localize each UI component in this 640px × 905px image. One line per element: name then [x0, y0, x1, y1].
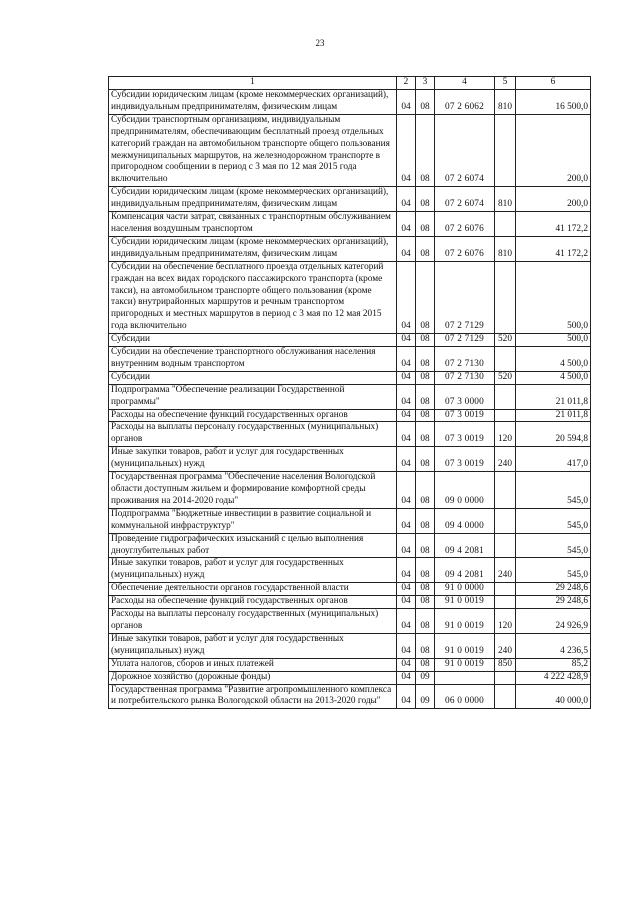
- row-target-article: 07 2 7130: [435, 347, 495, 372]
- table-row: [109, 90, 591, 115]
- row-amount: 21 011,8: [516, 384, 591, 409]
- row-expense-type: 240: [495, 558, 516, 583]
- row-amount: 20 594,8: [516, 422, 591, 447]
- row-expense-type: [495, 533, 516, 558]
- table-row: [109, 347, 591, 372]
- row-section: 04: [397, 334, 416, 347]
- header-col-2: 2: [397, 77, 416, 90]
- row-target-article: 09 0 0000: [435, 472, 495, 509]
- table-row: [109, 658, 591, 671]
- row-subsection: 08: [416, 533, 435, 558]
- row-amount: 545,0: [516, 533, 591, 558]
- table-row: [109, 633, 591, 658]
- row-section: 04: [397, 384, 416, 409]
- row-amount: 85,2: [516, 658, 591, 671]
- row-expense-type: 810: [495, 187, 516, 212]
- row-subsection: 08: [416, 114, 435, 186]
- row-section: 04: [397, 187, 416, 212]
- header-col-3: 3: [416, 77, 435, 90]
- row-section: 04: [397, 422, 416, 447]
- row-expense-type: [495, 684, 516, 709]
- row-name: Обеспечение деятельности органов государственной власти: [109, 583, 397, 596]
- row-name: Субсидии юридическим лицам (кроме некоммерческих организаций), индивидуальным предпринимателям, физическим лицам: [109, 236, 397, 261]
- row-subsection: 08: [416, 447, 435, 472]
- row-amount: 500,0: [516, 261, 591, 333]
- row-section: 04: [397, 658, 416, 671]
- table-row: [109, 212, 591, 237]
- row-name: Государственная программа "Развитие агропромышленного комплекса и потребительского рынка Вологодской области на 2013-2020 годы": [109, 684, 397, 709]
- row-expense-type: 850: [495, 658, 516, 671]
- row-section: 04: [397, 558, 416, 583]
- row-subsection: 08: [416, 609, 435, 634]
- row-section: 04: [397, 633, 416, 658]
- row-amount: 200,0: [516, 187, 591, 212]
- row-name: Проведение гидрографических изысканий с целью выполнения дноуглубительных работ: [109, 533, 397, 558]
- row-name: Дорожное хозяйство (дорожные фонды): [109, 671, 397, 684]
- table-row: [109, 409, 591, 422]
- row-section: 04: [397, 212, 416, 237]
- row-subsection: 08: [416, 236, 435, 261]
- row-amount: 41 172,2: [516, 212, 591, 237]
- row-amount: 4 236,5: [516, 633, 591, 658]
- row-name: Субсидии на обеспечение транспортного обслуживания населения внутренним водным транспортом: [109, 347, 397, 372]
- row-name: Подпрограмма "Бюджетные инвестиции в развитие социальной и коммунальной инфраструктур": [109, 508, 397, 533]
- row-name: Субсидии: [109, 334, 397, 347]
- row-target-article: [435, 671, 495, 684]
- row-subsection: 08: [416, 334, 435, 347]
- table-row: [109, 422, 591, 447]
- row-target-article: 09 4 0000: [435, 508, 495, 533]
- row-subsection: 08: [416, 90, 435, 115]
- row-expense-type: [495, 596, 516, 609]
- row-section: 04: [397, 371, 416, 384]
- row-amount: 40 000,0: [516, 684, 591, 709]
- row-expense-type: 520: [495, 334, 516, 347]
- table-row: [109, 261, 591, 333]
- row-section: 04: [397, 596, 416, 609]
- row-name: Государственная программа "Обеспечение населения Вологодской области доступным жильем и формирование комфортной среды проживания на 2014-2020 годы": [109, 472, 397, 509]
- table-row: [109, 114, 591, 186]
- row-subsection: 08: [416, 371, 435, 384]
- row-amount: 417,0: [516, 447, 591, 472]
- row-amount: 545,0: [516, 472, 591, 509]
- row-subsection: 08: [416, 633, 435, 658]
- row-target-article: 91 0 0019: [435, 658, 495, 671]
- page-number: 23: [315, 38, 325, 48]
- row-section: 04: [397, 347, 416, 372]
- row-name: Расходы на выплаты персоналу государственных (муниципальных) органов: [109, 609, 397, 634]
- table-row: [109, 187, 591, 212]
- row-section: 04: [397, 671, 416, 684]
- table-row: [109, 334, 591, 347]
- row-subsection: 08: [416, 422, 435, 447]
- row-amount: 4 500,0: [516, 371, 591, 384]
- row-section: 04: [397, 533, 416, 558]
- table-row: [109, 371, 591, 384]
- table-row: [109, 508, 591, 533]
- table-row: [109, 533, 591, 558]
- row-target-article: 07 2 6076: [435, 236, 495, 261]
- row-section: 04: [397, 90, 416, 115]
- row-subsection: 08: [416, 558, 435, 583]
- row-target-article: 07 2 6074: [435, 114, 495, 186]
- row-section: 04: [397, 472, 416, 509]
- row-amount: 4 222 428,9: [516, 671, 591, 684]
- row-subsection: 08: [416, 658, 435, 671]
- row-expense-type: [495, 212, 516, 237]
- row-expense-type: [495, 508, 516, 533]
- table-row: [109, 684, 591, 709]
- row-name: Субсидии юридическим лицам (кроме некоммерческих организаций), индивидуальным предпринимателям, физическим лицам: [109, 90, 397, 115]
- row-name: Субсидии юридическим лицам (кроме некоммерческих организаций), индивидуальным предпринимателям, физическим лицам: [109, 187, 397, 212]
- row-expense-type: [495, 261, 516, 333]
- row-subsection: 08: [416, 384, 435, 409]
- row-subsection: 08: [416, 187, 435, 212]
- header-col-6: 6: [516, 77, 591, 90]
- table-row: [109, 236, 591, 261]
- row-subsection: 08: [416, 583, 435, 596]
- header-col-5: 5: [495, 77, 516, 90]
- row-target-article: 09 4 2081: [435, 533, 495, 558]
- row-expense-type: [495, 409, 516, 422]
- row-amount: 24 926,9: [516, 609, 591, 634]
- row-expense-type: 120: [495, 609, 516, 634]
- row-subsection: 08: [416, 472, 435, 509]
- table-row: [109, 472, 591, 509]
- row-section: 04: [397, 583, 416, 596]
- row-name: Иные закупки товаров, работ и услуг для государственных (муниципальных) нужд: [109, 633, 397, 658]
- table-row: [109, 596, 591, 609]
- row-target-article: 07 2 7129: [435, 334, 495, 347]
- row-amount: 545,0: [516, 508, 591, 533]
- row-expense-type: 520: [495, 371, 516, 384]
- header-col-4: 4: [435, 77, 495, 90]
- header-row: [109, 77, 591, 90]
- row-amount: 200,0: [516, 114, 591, 186]
- row-expense-type: 240: [495, 447, 516, 472]
- row-target-article: 09 4 2081: [435, 558, 495, 583]
- row-subsection: 08: [416, 347, 435, 372]
- row-subsection: 08: [416, 409, 435, 422]
- row-amount: 21 011,8: [516, 409, 591, 422]
- row-expense-type: 120: [495, 422, 516, 447]
- row-amount: 41 172,2: [516, 236, 591, 261]
- row-section: 04: [397, 114, 416, 186]
- row-target-article: 07 3 0019: [435, 409, 495, 422]
- row-expense-type: 240: [495, 633, 516, 658]
- row-name: Субсидии транспортным организациям, индивидуальным предпринимателям, обеспечивающим бесплатный проезд отдельных категорий граждан на автомобильном транспорте общего пользования межмуниципальных маршрутов, на железнодорожном транспорте в пригородном сообщении в период с 3 мая по 12 мая 2015 года включительно: [109, 114, 397, 186]
- row-name: Субсидии на обеспечение бесплатного проезда отдельных категорий граждан на всех видах городского пассажирского транспорта (кроме такси), на автомобильном транспорте общего пользования (кроме такси) внутрирайонных маршрутов и речным транспортом пригородных и местных маршрутов в период с 3 мая по 12 мая 2015 года включительно: [109, 261, 397, 333]
- row-expense-type: [495, 472, 516, 509]
- row-name: Расходы на обеспечение функций государственных органов: [109, 596, 397, 609]
- row-expense-type: [495, 583, 516, 596]
- row-name: Субсидии: [109, 371, 397, 384]
- row-amount: 29 248,6: [516, 583, 591, 596]
- row-subsection: 08: [416, 508, 435, 533]
- row-target-article: 06 0 0000: [435, 684, 495, 709]
- row-target-article: 91 0 0019: [435, 596, 495, 609]
- row-amount: 29 248,6: [516, 596, 591, 609]
- table-row: [109, 671, 591, 684]
- row-amount: 16 500,0: [516, 90, 591, 115]
- table-row: [109, 384, 591, 409]
- table-row: [109, 583, 591, 596]
- row-section: 04: [397, 409, 416, 422]
- table-row: [109, 609, 591, 634]
- row-name: Расходы на обеспечение функций государственных органов: [109, 409, 397, 422]
- row-target-article: 07 2 6076: [435, 212, 495, 237]
- row-target-article: 07 2 6074: [435, 187, 495, 212]
- row-target-article: 91 0 0000: [435, 583, 495, 596]
- row-target-article: 07 3 0019: [435, 422, 495, 447]
- row-subsection: 08: [416, 212, 435, 237]
- row-name: Подпрограмма "Обеспечение реализации Государственной программы": [109, 384, 397, 409]
- row-expense-type: [495, 671, 516, 684]
- row-subsection: 08: [416, 261, 435, 333]
- row-target-article: 07 3 0000: [435, 384, 495, 409]
- row-section: 04: [397, 447, 416, 472]
- row-expense-type: 810: [495, 236, 516, 261]
- row-expense-type: [495, 384, 516, 409]
- row-target-article: 91 0 0019: [435, 633, 495, 658]
- row-subsection: 09: [416, 671, 435, 684]
- row-expense-type: [495, 347, 516, 372]
- row-section: 04: [397, 684, 416, 709]
- table-row: [109, 447, 591, 472]
- row-target-article: 07 2 7129: [435, 261, 495, 333]
- table-row: [109, 558, 591, 583]
- row-section: 04: [397, 236, 416, 261]
- row-name: Иные закупки товаров, работ и услуг для государственных (муниципальных) нужд: [109, 447, 397, 472]
- row-amount: 500,0: [516, 334, 591, 347]
- row-target-article: 07 2 6062: [435, 90, 495, 115]
- row-name: Компенсация части затрат, связанных с транспортным обслуживанием населения воздушным транспортом: [109, 212, 397, 237]
- row-section: 04: [397, 261, 416, 333]
- table-header: [109, 77, 591, 90]
- row-section: 04: [397, 609, 416, 634]
- budget-table: [108, 76, 591, 709]
- row-target-article: 91 0 0019: [435, 609, 495, 634]
- row-name: Уплата налогов, сборов и иных платежей: [109, 658, 397, 671]
- row-subsection: 08: [416, 596, 435, 609]
- row-target-article: 07 2 7130: [435, 371, 495, 384]
- row-amount: 4 500,0: [516, 347, 591, 372]
- row-expense-type: [495, 114, 516, 186]
- row-name: Иные закупки товаров, работ и услуг для государственных (муниципальных) нужд: [109, 558, 397, 583]
- row-section: 04: [397, 508, 416, 533]
- header-col-1: 1: [109, 77, 397, 90]
- table-body: [109, 90, 591, 709]
- row-expense-type: 810: [495, 90, 516, 115]
- row-amount: 545,0: [516, 558, 591, 583]
- row-subsection: 09: [416, 684, 435, 709]
- row-name: Расходы на выплаты персоналу государственных (муниципальных) органов: [109, 422, 397, 447]
- row-target-article: 07 3 0019: [435, 447, 495, 472]
